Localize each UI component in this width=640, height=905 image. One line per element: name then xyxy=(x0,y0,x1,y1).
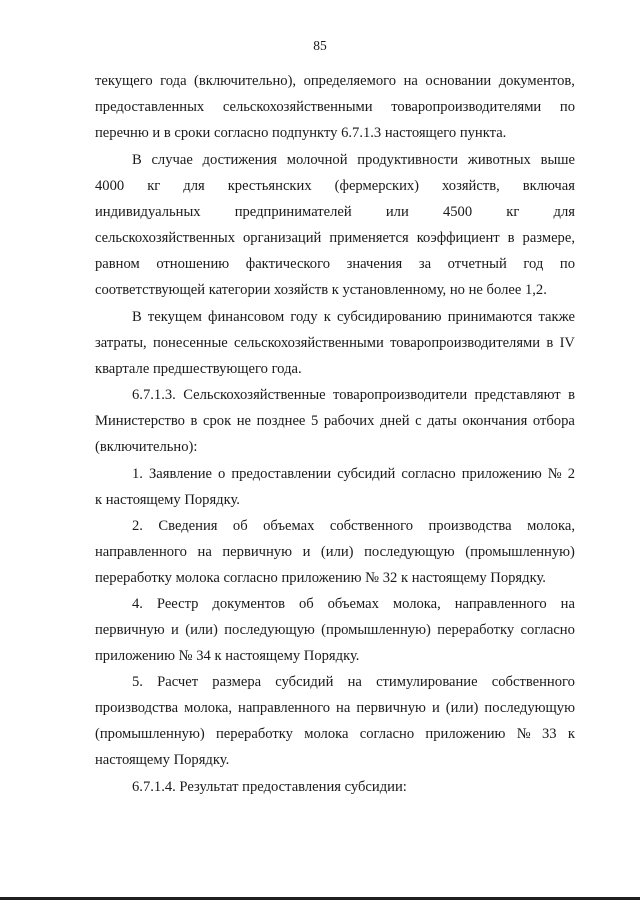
list-item-line: 1. Заявление о предоставлении субсидий согласно приложению № 2 xyxy=(132,466,575,482)
list-item-line: 5. Расчет размера субсидий на стимулирование собственного xyxy=(132,674,575,690)
list-item-line: 2. Сведения об объемах собственного производства молока, xyxy=(132,518,575,534)
text-line: В текущем финансовом году к субсидированию принимаются также xyxy=(132,309,575,325)
list-item-line: производства молока, направленного на первичную и (или) последующую xyxy=(95,700,575,716)
list-item-line: 4. Реестр документов об объемах молока, направленного на xyxy=(132,596,575,612)
text-line: квартале предшествующего года. xyxy=(95,361,302,377)
list-item-line: переработку молока согласно приложению № 32 к настоящему Порядку. xyxy=(95,570,546,586)
text-line: 6.7.1.3. Сельскохозяйственные товаропроизводители представляют в xyxy=(132,387,575,403)
text-line: 4000 кг для крестьянских (фермерских) хозяйств, включая xyxy=(95,178,575,194)
list-item-line: приложению № 34 к настоящему Порядку. xyxy=(95,648,360,664)
text-line: перечню и в сроки согласно подпункту 6.7.1.3 настоящего пункта. xyxy=(95,125,507,141)
page-bottom-rule xyxy=(0,897,640,900)
text-line: (включительно): xyxy=(95,439,198,455)
list-item-line: (промышленную) переработку молока согласно приложению № 33 к xyxy=(95,726,575,742)
text-line: затраты, понесенные сельскохозяйственными товаропроизводителями в IV xyxy=(95,335,575,351)
text-line: индивидуальных предпринимателей или 4500 кг для xyxy=(95,204,575,220)
page-number: 85 xyxy=(313,38,327,53)
list-item-line: направленного на первичную и (или) последующую (промышленную) xyxy=(95,544,575,560)
text-line: В случае достижения молочной продуктивности животных выше xyxy=(132,152,575,168)
text-line: текущего года (включительно), определяемого на основании документов, xyxy=(95,73,575,89)
text-line: соответствующей категории хозяйств к установленному, но не более 1,2. xyxy=(95,282,547,298)
list-item-line: к настоящему Порядку. xyxy=(95,492,240,508)
list-item-line: первичную и (или) последующую (промышленную) переработку согласно xyxy=(95,622,575,638)
text-line: Министерство в срок не позднее 5 рабочих дней с даты окончания отбора xyxy=(95,413,575,429)
section-heading-line: 6.7.1.4. Результат предоставления субсидии: xyxy=(132,779,407,795)
text-line: равном отношению фактического значения за отчетный год по xyxy=(95,256,575,272)
list-item-line: настоящему Порядку. xyxy=(95,752,230,768)
text-line: предоставленных сельскохозяйственными товаропроизводителями по xyxy=(95,99,575,115)
text-line: сельскохозяйственных организаций применяется коэффициент в размере, xyxy=(95,230,575,246)
